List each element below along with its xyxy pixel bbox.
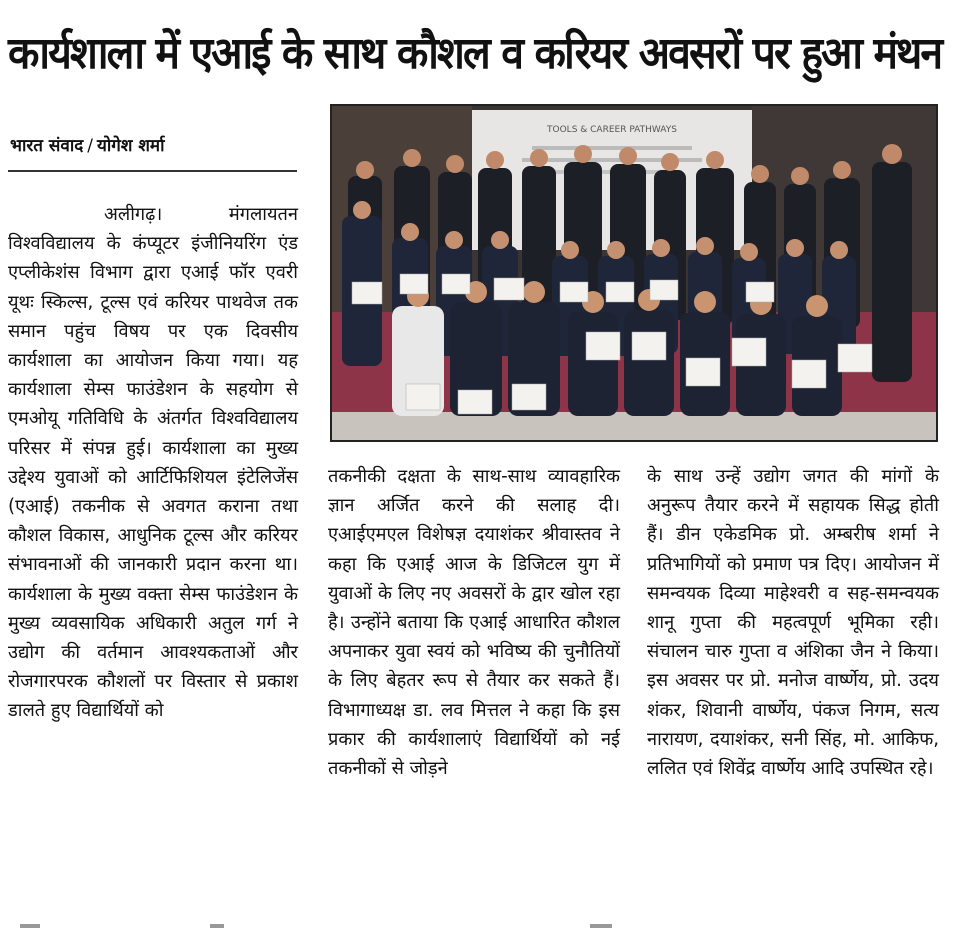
group-photo-image	[332, 106, 936, 440]
article-column-1	[8, 200, 298, 726]
group-photo	[330, 104, 938, 442]
article-column-3	[647, 462, 939, 783]
cropped-next-article-fragment	[0, 918, 970, 930]
column-3-text: के साथ उन्हें उद्योग जगत की मांगों के अनुरूप तैयार करने में सहायक सिद्ध होती हैं। डीन एकेडमिक प्रो. अम्बरीष शर्मा ने प्रतिभागियों को प्रमाण पत्र दिए। आयोजन में समन्वयक दिव्या माहेश्वरी व सह-समन्वयक शानू गुप्ता की महत्वपूर्ण भूमिका रही। संचालन चारु गुप्ता व अंशिका जैन ने किया। इस अवसर पर प्रो. मनोज वार्ष्णेय, प्रो. उदय शंकर, शिवानी वार्ष्णेय, पंकज निगम, सत्य नारायण, दयाशंकर, सनी सिंह, मो. आकिफ, ललित एवं शिवेंद्र वार्ष्णेय आदि उपस्थित रहे।	[647, 466, 939, 780]
byline-rule	[8, 170, 297, 172]
headline: कार्यशाला में एआई के साथ कौशल व करियर अवसरों पर हुआ मंथन	[8, 28, 942, 79]
byline	[10, 133, 295, 156]
byline-author: योगेश शर्मा	[97, 136, 165, 156]
byline-separator: /	[87, 136, 94, 156]
article-column-2	[328, 462, 620, 783]
byline-source: भारत संवाद	[10, 136, 84, 156]
column-2-text: तकनीकी दक्षता के साथ-साथ व्यावहारिक ज्ञान अर्जित करने की सलाह दी। एआईएमएल विशेषज्ञ दयाशंकर श्रीवास्तव ने कहा कि एआई आज के डिजिटल युग में युवाओं के लिए नए अवसरों के द्वार खोल रहा है। उन्होंने बताया कि एआई आधारित कौशल अपनाकर युवा स्वयं को भविष्य की चुनौतियों के लिए बेहतर रूप से तैयार कर सकते हैं। विभागाध्यक्ष डा. लव मित्तल ने कहा कि इस प्रकार की कार्यशालाएं विद्यार्थियों को नई तकनीकों से जोड़ने	[328, 466, 620, 780]
screen-text: TOOLS & CAREER PATHWAYS	[547, 125, 677, 135]
column-1-text: अलीगढ़। मंगलायतन विश्वविद्यालय के कंप्यूटर इंजीनियरिंग एंड एप्लीकेशंस विभाग द्वारा एआई फॉर एवरी यूथः स्किल्स, टूल्स एवं करियर पाथवेज तक समान पहुंच विषय पर एक दिवसीय कार्यशाला का आयोजन किया गया। यह कार्यशाला सेम्स फाउंडेशन के सहयोग से एमओयू गतिविधि के अंतर्गत विश्वविद्यालय परिसर में संपन्न हुई। कार्यशाला का मुख्य उद्देश्य युवाओं को आर्टिफिशियल इंटेलिजेंस (एआई) तकनीक से अवगत कराना तथा कौशल विकास, आधुनिक टूल्स और करियर संभावनाओं की जानकारी प्रदान करना था। कार्यशाला के मुख्य वक्ता सेम्स फाउंडेशन के मुख्य व्यवसायिक अधिकारी अतुल गर्ग ने उद्योग की वर्तमान आवश्यकताओं और रोजगारपरक कौशलों पर विस्तार से प्रकाश डालते हुए विद्यार्थियों को	[8, 204, 298, 722]
